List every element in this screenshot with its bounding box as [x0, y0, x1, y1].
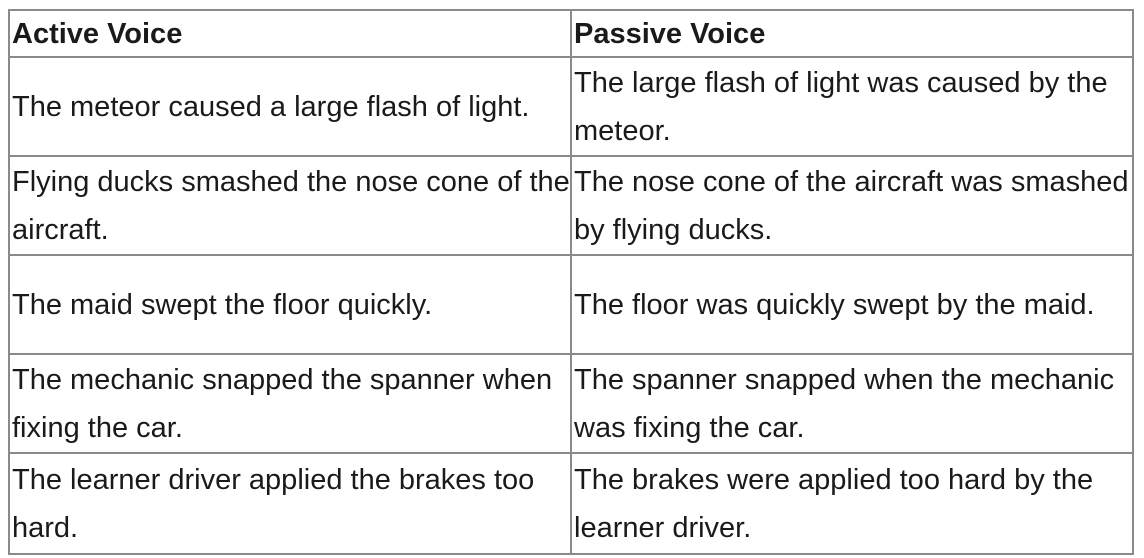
header-active-voice: Active Voice: [10, 11, 572, 58]
table-cell-active: Flying ducks smashed the nose cone of the aircraft.: [10, 157, 572, 256]
table-cell-active: The maid swept the floor quickly.: [10, 256, 572, 355]
table-cell-active: The mechanic snapped the spanner when fixing the car.: [10, 355, 572, 454]
table-cell-active: The learner driver applied the brakes too hard.: [10, 454, 572, 553]
table-cell-passive: The spanner snapped when the mechanic was fixing the car.: [572, 355, 1132, 454]
voice-comparison-table: [8, 9, 1134, 555]
table-cell-passive: The brakes were applied too hard by the learner driver.: [574, 463, 1094, 544]
table-cell-passive: The floor was quickly swept by the maid.: [572, 256, 1132, 355]
table-cell-active: The meteor caused a large flash of light.: [10, 58, 572, 157]
header-passive-voice: Passive Voice: [572, 11, 1132, 58]
table-cell-passive: The nose cone of the aircraft was smashed by flying ducks.: [572, 157, 1132, 256]
table-cell-passive: The large flash of light was caused by the meteor.: [572, 58, 1132, 157]
